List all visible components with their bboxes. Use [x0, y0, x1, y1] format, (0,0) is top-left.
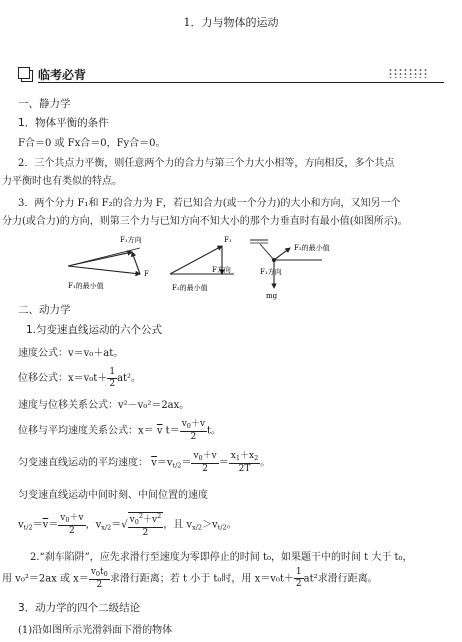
label-f1-direction: F₁方向 — [260, 268, 282, 276]
label-f1-min: F₁的最小值 — [68, 282, 104, 290]
avg-formula-text: 位移与平均速度关系公式：x＝ — [18, 425, 154, 437]
avg-velocity-displacement-formula — [18, 420, 221, 442]
diagram-gravity — [250, 240, 330, 300]
force-f-arrow — [68, 266, 140, 274]
f2-min-arrow — [274, 248, 290, 260]
v-bar: $\overline{v}$ — [156, 425, 163, 437]
velocity-displacement-formula: 速度与位移关系公式：v²－v₀²＝2ax。 — [18, 400, 190, 411]
average-velocity-line: 匀变速直线运动的平均速度： $\overline{v}=v_{t/2}=$ $\frac{v_0+v}{2}$ ＝ $\frac{x_1+x_2}{2T}$ 。 — [18, 451, 271, 474]
v-bar: $\overline{v}$ — [151, 457, 157, 469]
heading-statics: 一、静力学 — [18, 98, 71, 110]
label-f2-min: F₂的最小值 — [172, 284, 208, 292]
avg-formula-tail: t。 — [207, 425, 222, 437]
heading-four-conclusions: 3．动力学的四个二级结论 — [18, 602, 141, 614]
para-2-line-1: 2．三个共点力平衡，则任意两个力的合力与第三个力大小相等，方向相反，多个共点 — [18, 158, 395, 169]
page-title: 1．力与物体的运动 — [183, 16, 279, 29]
diagram-f2-min — [170, 236, 234, 292]
heading-six-formulas: 1.匀变速直线运动的六个公式 — [26, 324, 163, 336]
banner-divider — [38, 82, 444, 83]
label-f: F — [144, 270, 149, 278]
para-3-line-2: 分力(或合力)的方向，则第三个力与已知方向不知大小的那个力垂直时有最小值(如图所示)。 — [2, 216, 408, 227]
brake-trap-text-2: 求滑行距离；若 t 小于 t₀时，用 x＝v₀t＋ — [109, 573, 294, 585]
banner-square-icon — [18, 67, 30, 79]
diagram-f1-min — [68, 235, 149, 290]
label-f2-min: F₂的最小值 — [294, 244, 330, 252]
brake-trap-text-3: at²求滑行距离。 — [303, 573, 378, 585]
midpoint-tail: ，且 v — [163, 519, 193, 531]
conclusion-1: (1)沿如图所示光滑斜面下滑的物体 — [18, 625, 173, 636]
banner-title: 临考必背 — [38, 68, 87, 82]
rms-fraction: $\frac{v_0^2+v^2}{2}$ — [129, 512, 162, 538]
v-sum-fraction: $\frac{v_0+v}{2}$ — [181, 419, 206, 442]
average-velocity-text: 匀变速直线运动的平均速度： — [18, 457, 148, 469]
displacement-formula-tail: at²。 — [117, 373, 142, 384]
displacement-formula-text: 位移公式：x＝v₀t＋ — [18, 373, 108, 384]
v-sum-fraction: $\frac{v_0+v}{2}$ — [60, 513, 84, 536]
banner-dots-decoration — [388, 68, 428, 78]
body-point — [272, 258, 276, 262]
label-f1: F₁ — [224, 236, 232, 244]
brake-trap-text-1: 用 v₀²＝2ax 或 x＝ — [2, 573, 89, 585]
heading-dynamics: 二、动力学 — [18, 304, 71, 316]
equilibrium-equation: F合＝0 或 Fx合＝0，Fy合＝0。 — [18, 138, 166, 149]
para-2-line-2: 力平衡时也有类似的特点。 — [2, 176, 122, 187]
half-fraction: $\frac{1}{2}$ — [295, 567, 302, 590]
velocity-formula: 速度公式：v＝v₀＋at。 — [18, 348, 124, 359]
f2-arrow — [132, 252, 140, 274]
half-fraction: $\frac{1}{2}$ — [109, 367, 116, 389]
brake-trap-line-1: 2.“刹车陷阱”，应先求滑行至速度为零即停止的时间 t₀，如果题干中的时间 t 大于 t₀， — [30, 552, 413, 563]
f1-min-arrow — [68, 252, 132, 266]
label-f1-direction: F₁方向 — [120, 236, 142, 244]
heading-equilibrium: 1．物体平衡的条件 — [18, 117, 109, 129]
label-mg: mg — [266, 292, 278, 300]
displacement-formula — [18, 368, 141, 389]
midpoint-velocity-formulas: $v_{t/2}=\overline{v}=$ $\frac{v_0+v}{2}$ ，$v_{x/2}=√$ $\frac{v_0^2+v^2}{2}$ ，且 $v_{x/2}>v_{t/2}$。 — [18, 512, 237, 538]
avg-formula-mid: t＝ — [165, 425, 180, 437]
x-sum-fraction: $\frac{x_1+x_2}{2T}$ — [230, 451, 259, 474]
v-sum-fraction: $\frac{v_0+v}{2}$ — [193, 451, 217, 474]
midpoint-velocity-heading: 匀变速直线运动中间时刻、中间位置的速度 — [18, 490, 208, 501]
v0t0-fraction: $\frac{v_0t_0}{2}$ — [90, 567, 108, 590]
para-3-line-1: 3．两个分力 F₁和 F₂的合力为 F，若已知合力(或一个分力)的大小和方向，又知另一个 — [18, 198, 401, 209]
force-diagrams — [62, 230, 442, 302]
brake-trap-line-2 — [2, 568, 378, 590]
label-f-direction: F方向 — [212, 266, 231, 274]
midpoint-tail-2: ＞v — [202, 519, 218, 531]
rope-line — [260, 244, 274, 260]
section-banner — [18, 66, 444, 84]
